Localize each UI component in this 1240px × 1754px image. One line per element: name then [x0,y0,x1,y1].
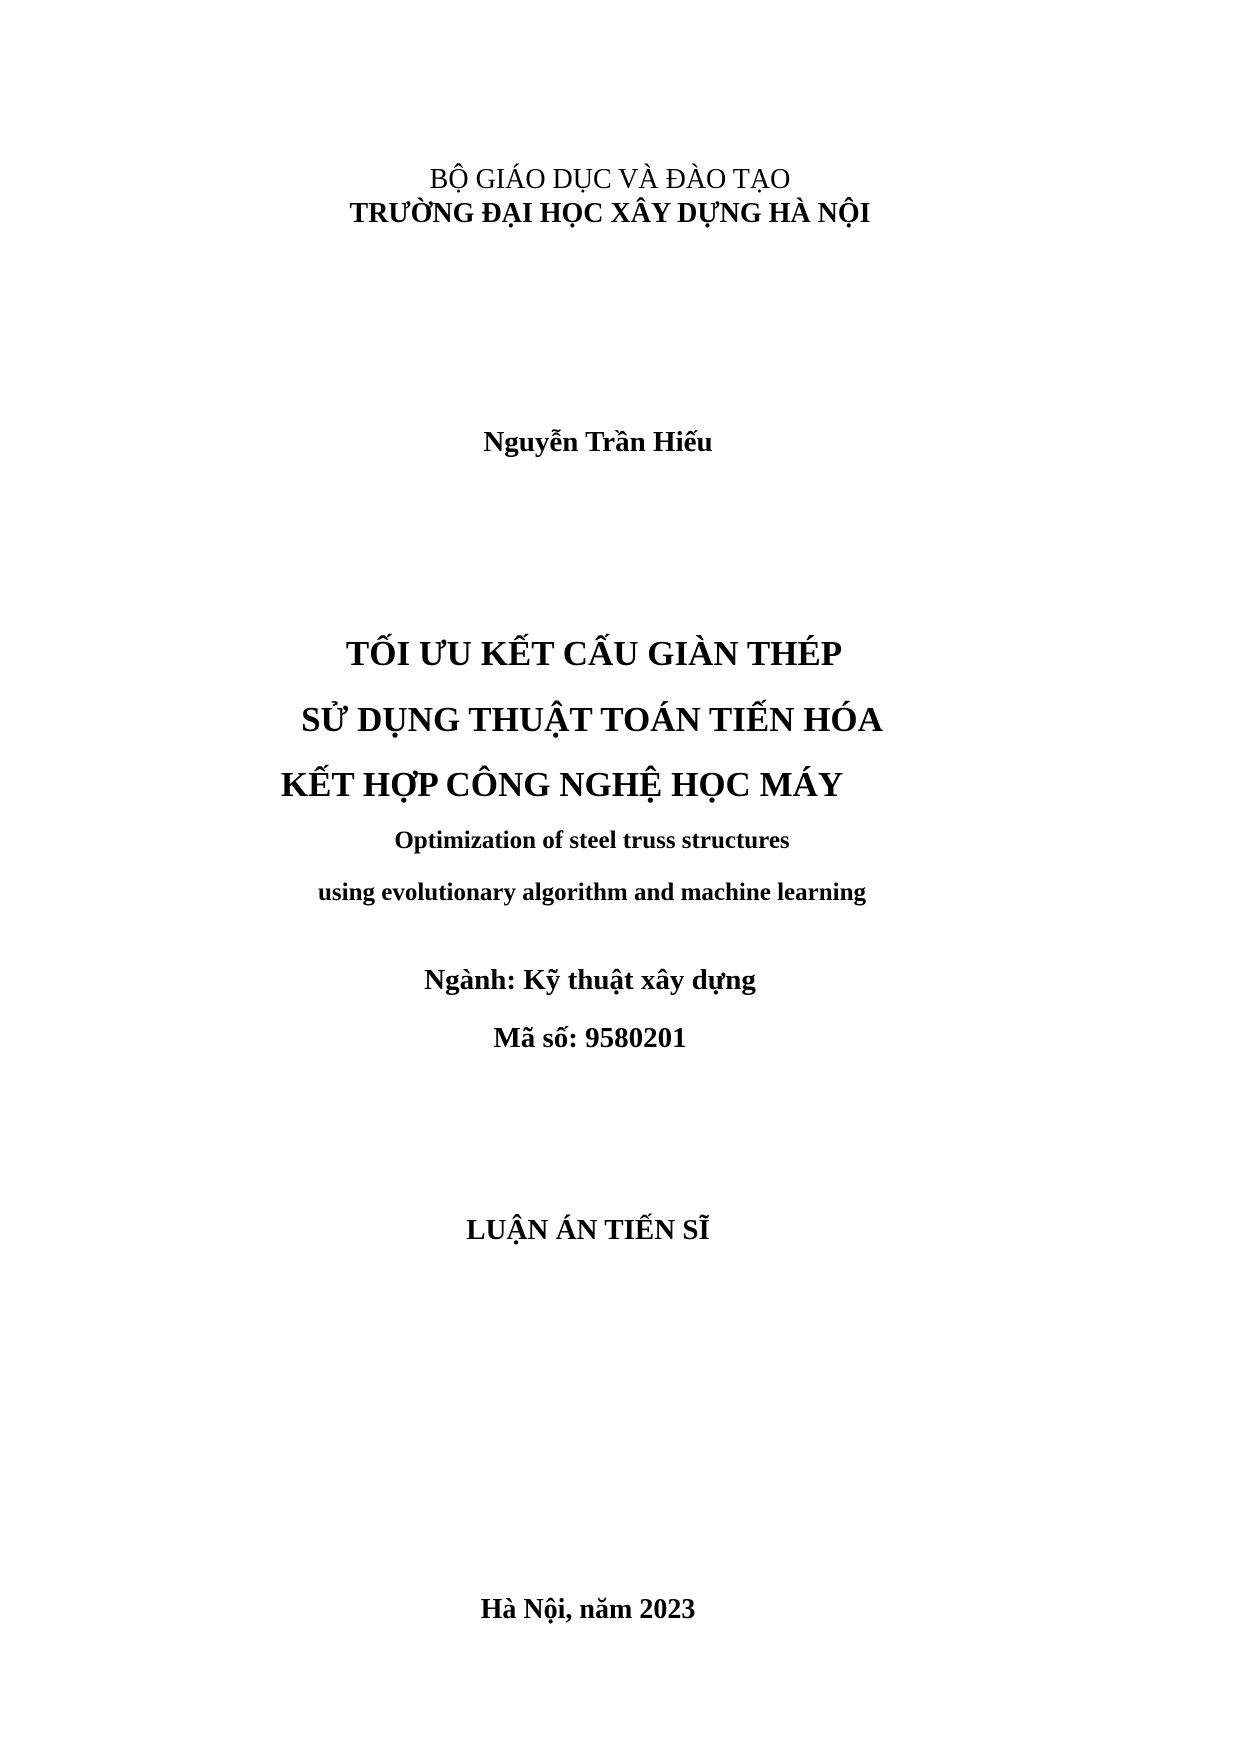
university-name: TRƯỜNG ĐẠI HỌC XÂY DỰNG HÀ NỘI [349,198,871,229]
degree-type: LUẬN ÁN TIẾN SĨ [466,1214,710,1246]
place-and-year: Hà Nội, năm 2023 [480,1594,696,1625]
english-title-line-1: Optimization of steel truss structures [394,827,790,854]
major-field: Ngành: Kỹ thuật xây dựng [424,964,756,996]
author-name: Nguyễn Trần Hiếu [483,426,713,458]
thesis-title-line-2: SỬ DỤNG THUẬT TOÁN TIẾN HÓA [301,700,883,739]
english-title-line-2: using evolutionary algorithm and machine learning [318,879,866,906]
thesis-title-line-3: KẾT HỢP CÔNG NGHỆ HỌC MÁY [280,765,844,804]
program-code: Mã số: 9580201 [493,1022,687,1054]
ministry-name: BỘ GIÁO DỤC VÀ ĐÀO TẠO [429,164,791,195]
thesis-title-line-1: TỐI ƯU KẾT CẤU GIÀN THÉP [345,634,843,673]
